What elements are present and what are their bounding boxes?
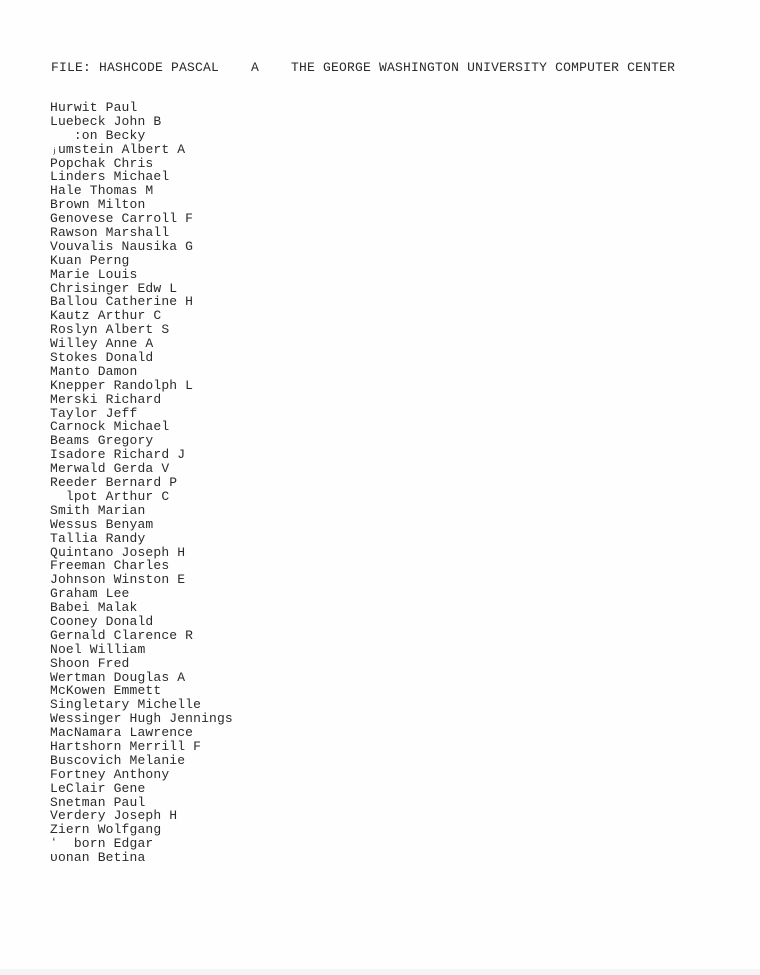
list-item: Freeman Charles xyxy=(50,558,170,574)
page-header: FILE: HASHCODE PASCAL A THE GEORGE WASHINGTON UNIVERSITY COMPUTER CENTER xyxy=(51,60,676,75)
list-item: Taylor Jeff xyxy=(50,405,138,421)
list-item: Stokes Donald xyxy=(50,350,154,366)
list-item: Hale Thomas M xyxy=(50,183,154,199)
list-item: Willey Anne A xyxy=(50,336,154,352)
list-item: Snetman Paul xyxy=(50,794,146,810)
list-item: Hurwit Paul xyxy=(50,100,138,115)
list-item: Luebeck John B xyxy=(50,113,162,129)
list-item: Ziern Wolfgang xyxy=(50,822,162,838)
list-item: Merwald Gerda V xyxy=(50,461,170,477)
list-item: Reeder Bernard P xyxy=(50,475,178,491)
list-item: Isadore Richard J xyxy=(50,447,186,463)
list-item: ʋonan Betina xyxy=(50,850,146,866)
list-item: Popchak Chris xyxy=(50,155,154,171)
list-item: Noel William xyxy=(50,641,146,657)
list-item: Wessus Benyam xyxy=(50,516,154,532)
name-list xyxy=(50,101,233,865)
list-item: Roslyn Albert S xyxy=(50,322,170,338)
list-item: ʻ born Edgar xyxy=(50,836,154,852)
list-item: Wessinger Hugh Jennings xyxy=(50,711,233,727)
list-item: lpot Arthur C xyxy=(50,488,170,504)
list-item: Hartshorn Merrill F xyxy=(50,738,202,754)
list-item: Wertman Douglas A xyxy=(50,669,186,685)
list-item: Tallia Randy xyxy=(50,530,146,546)
list-item: Buscovich Melanie xyxy=(50,752,186,768)
list-item: Genovese Carroll F xyxy=(50,211,194,227)
list-item: Johnson Winston E xyxy=(50,572,186,588)
list-item: Carnock Michael xyxy=(50,419,170,435)
list-item: Brown Milton xyxy=(50,197,146,213)
list-item: Marie Louis xyxy=(50,266,138,282)
list-item: Kuan Perng xyxy=(50,252,130,268)
list-item: Graham Lee xyxy=(50,586,130,602)
list-item: Singletary Michelle xyxy=(50,697,202,713)
list-item: Gernald Clarence R xyxy=(50,627,194,643)
list-item: Cooney Donald xyxy=(50,613,154,629)
list-item: Kautz Arthur C xyxy=(50,308,162,324)
list-item: Rawson Marshall xyxy=(50,225,170,241)
list-item: Smith Marian xyxy=(50,502,146,518)
list-item: LeClair Gene xyxy=(50,780,146,796)
list-item: Ballou Catherine H xyxy=(50,294,194,310)
list-item: Fortney Anthony xyxy=(50,766,170,782)
list-item: McKowen Emmett xyxy=(50,683,162,699)
list-item: :on Becky xyxy=(50,127,146,143)
page-bottom-edge xyxy=(0,969,760,975)
list-item: Linders Michael xyxy=(50,169,170,185)
list-item: Chrisinger Edw L xyxy=(50,280,178,296)
list-item: Merski Richard xyxy=(50,391,162,407)
list-item: Manto Damon xyxy=(50,363,138,379)
list-item: Babei Malak xyxy=(50,600,138,616)
list-item: MacNamara Lawrence xyxy=(50,725,194,741)
list-item: Beams Gregory xyxy=(50,433,154,449)
list-item: Quintano Joseph H xyxy=(50,544,186,560)
list-item: Knepper Randolph L xyxy=(50,377,194,393)
list-item: Verdery Joseph H xyxy=(50,808,178,824)
list-item: ⱼumstein Albert A xyxy=(50,141,186,157)
list-item: Vouvalis Nausika G xyxy=(50,238,194,254)
list-item: Shoon Fred xyxy=(50,655,130,671)
